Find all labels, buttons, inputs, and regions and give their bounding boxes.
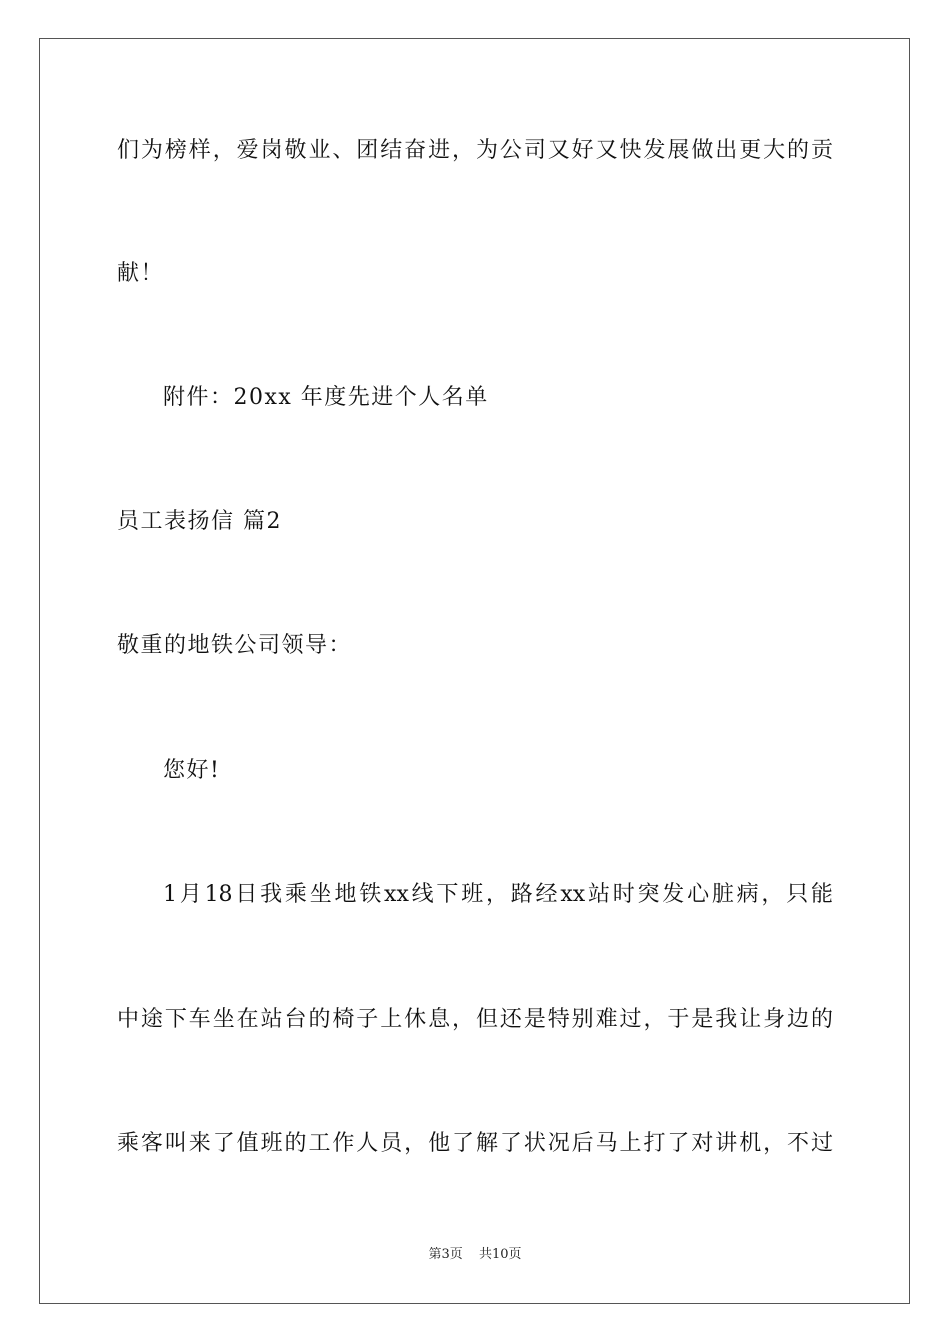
page-number: 第3页 [428, 1247, 463, 1262]
salutation: 敬重的地铁公司领导： [117, 633, 353, 658]
page-frame [39, 38, 910, 1304]
section-heading: 员工表扬信 篇2 [117, 509, 282, 534]
paragraph-line-5: 乘客叫来了值班的工作人员，他了解了状况后马上打了对讲机，不过 [117, 1131, 833, 1156]
paragraph-line-3: 1月18日我乘坐地铁xx线下班，路经xx站时突发心脏病，只能 [163, 882, 833, 907]
attachment-line: 附件：20xx 年度先进个人名单 [163, 385, 489, 410]
page-footer [0, 1246, 950, 1264]
paragraph-line-1: 们为榜样，爱岗敬业、团结奋进，为公司又好又快发展做出更大的贡 [117, 138, 833, 163]
greeting: 您好! [163, 758, 221, 783]
paragraph-line-4: 中途下车坐在站台的椅子上休息，但还是特别难过，于是我让身边的 [117, 1007, 833, 1032]
page-total: 共10页 [478, 1247, 522, 1262]
paragraph-line-2: 献！ [117, 261, 165, 286]
